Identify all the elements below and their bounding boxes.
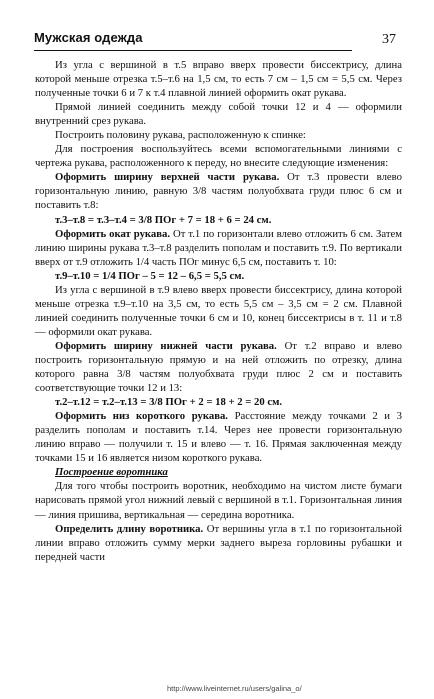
formula: т.2–т.12 = т.2–т.13 = 3/8 ПОг + 2 = 18 + 2 = 20 см. bbox=[55, 396, 283, 409]
paragraph-text: От т.2 вправо и влево построить горизонтальную прямую и на ней отложить по отрезку, длина которого равна 3/8 частям полуобхвата груди плюс 2 см и поставить соответствующие точки 12 и 13: bbox=[35, 339, 402, 395]
header-rule bbox=[34, 50, 352, 51]
paragraph: Построить половину рукава, расположенную к спинке: bbox=[55, 129, 306, 142]
paragraph-lead: Оформить низ короткого рукава. bbox=[55, 410, 228, 423]
paragraph bbox=[35, 409, 402, 465]
paragraph: Из угла с вершиной в т.5 вправо вверх провести биссектрису, длина которой меньше отрезка т.5–т.6 на 1,5 см, то есть 7 см – 1,5 см = 5,5 см. Через полученные точки 6 и 7 к т.4 плавной линией оформить окат рукава. bbox=[35, 59, 402, 100]
page-number: 37 bbox=[382, 32, 396, 47]
paragraph-lead: Оформить окат рукава. bbox=[55, 227, 171, 240]
paragraph-text: Расстояние между точками 2 и 3 разделить пополам и поставить т.14. Через нее провести горизонтальную линию вправо — получили т. 15 и влево — т. 16. Прямая заключенная между точками 15 и 16 является низом короткого рукава. bbox=[35, 410, 402, 465]
paragraph-text: От т.3 провести влево горизонтальную линию, равную 3/8 частям полуобхвата груди плюс 6 см и поставить т.8: bbox=[35, 171, 402, 212]
paragraph-lead: Определить длину воротника. bbox=[55, 522, 204, 535]
page-header bbox=[34, 30, 396, 54]
formula: т.3–т.8 = т.3–т.4 = 3/8 ПОг + 7 = 18 + 6 = 24 см. bbox=[55, 213, 272, 226]
formula: т.9–т.10 = 1/4 ПОг – 5 = 12 – 6,5 = 5,5 см. bbox=[55, 269, 245, 282]
section-heading: Построение воротника bbox=[55, 466, 168, 479]
running-title: Мужская одежда bbox=[34, 30, 143, 45]
source-watermark: http://www.liveinternet.ru/users/galina_o/ bbox=[167, 684, 302, 693]
paragraph-lead: Оформить ширину нижней части рукава. bbox=[55, 339, 277, 352]
paragraph-text: От т.1 по горизонтали влево отложить 6 см. Затем линию ширины рукава т.3–т.8 разделить пополам и поставить т.9. По вертикали вверх от т.9 отложить 1/4 часть ПОг минус 6,5 см, поставить т. 10: bbox=[35, 227, 402, 268]
paragraph: Для построения воспользуйтесь всеми вспомогательными линиями с чертежа рукава, расположенного к переду, но внесите следующие изменения: bbox=[35, 143, 402, 170]
paragraph: Для того чтобы построить воротник, необходимо на чистом листе бумаги нарисовать прямой угол нижний левый с вершиной в т.1. Горизонтальная линия — линия пришива, вертикальная — середина воротника. bbox=[35, 480, 402, 521]
paragraph bbox=[35, 227, 402, 269]
paragraph-text: От вершины угла в т.1 по горизонтальной линии вправо отложить сумму мерки заднего выреза горловины рубашки и передней части bbox=[35, 522, 402, 563]
paragraph-lead: Оформить ширину верхней части рукава. bbox=[55, 171, 280, 184]
page-body bbox=[35, 58, 402, 564]
paragraph bbox=[35, 522, 402, 564]
paragraph bbox=[35, 339, 402, 395]
paragraph: Из угла с вершиной в т.9 влево вверх провести биссектрису, длина которой меньше отрезка т.9–т.10 на 3,5 см, то есть 5,5 см – 3,5 см = 2 см. Плавной линией соединить полученные точки 6 см и 10, конец биссектрисы в т. 11 и т.8 — оформили окат рукава. bbox=[35, 283, 402, 338]
paragraph bbox=[35, 170, 402, 212]
paragraph: Прямой линией соединить между собой точки 12 и 4 — оформили внутренний срез рукава. bbox=[35, 101, 402, 128]
